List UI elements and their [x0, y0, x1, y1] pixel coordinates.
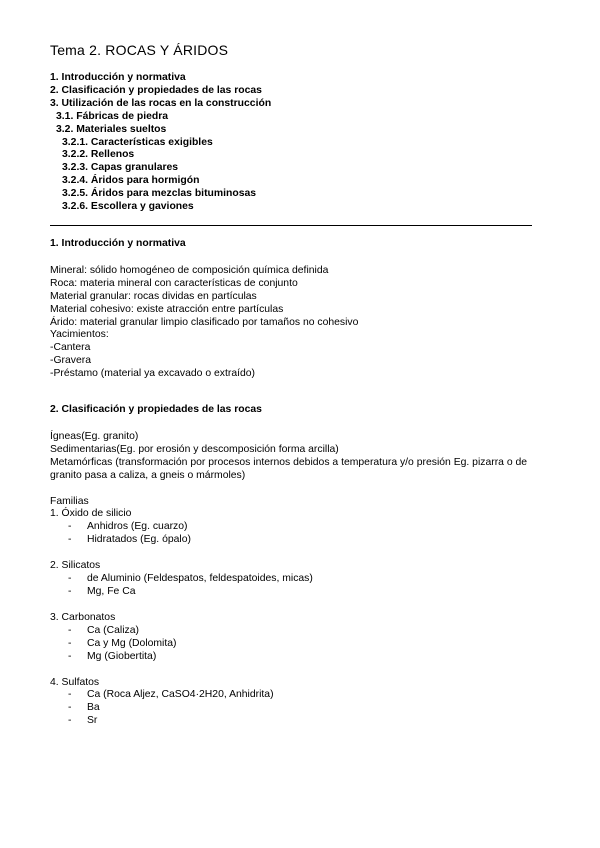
family-name: 3. Carbonatos — [50, 611, 116, 623]
definition-line: Roca: materia mineral con características de conjunto — [50, 277, 298, 289]
document-page — [50, 0, 550, 848]
definition-line: Yacimientos: — [50, 329, 109, 341]
dash-bullet: - — [68, 689, 72, 701]
toc-item: 3.2.5. Áridos para mezclas bituminosas — [62, 188, 257, 200]
family-subitem-text: de Aluminio (Feldespatos, feldespatoides, micas) — [87, 573, 313, 585]
families-label: Familias — [50, 495, 89, 507]
family-subitem-text: Anhidros (Eg. cuarzo) — [87, 521, 188, 533]
family-subitem-text: Ca y Mg (Dolomita) — [87, 637, 177, 649]
definition-line: -Cantera — [50, 342, 91, 354]
definition-line: Mineral: sólido homogéneo de composición química definida — [50, 264, 329, 276]
family-subitem — [50, 586, 550, 599]
definitions-list — [50, 265, 358, 381]
family-subitem — [50, 573, 550, 586]
family-subitem-text: Mg, Fe Ca — [87, 585, 136, 597]
family-subitem — [50, 702, 550, 715]
family-subitem-text: Hidratados (Eg. ópalo) — [87, 534, 191, 546]
dash-bullet: - — [68, 637, 72, 649]
rock-types-list — [50, 431, 550, 483]
family-subitem-text: Ca (Caliza) — [87, 624, 139, 636]
family-subitem-text: Ca (Roca Aljez, CaSO4·2H20, Anhidrita) — [87, 689, 274, 701]
family-subitem — [50, 651, 550, 664]
dash-bullet: - — [68, 715, 72, 727]
toc-item: 3.1. Fábricas de piedra — [56, 110, 169, 122]
definition-line: Material cohesivo: existe atracción entre partículas — [50, 303, 284, 315]
section-heading: 1. Introducción y normativa — [50, 238, 186, 249]
dash-bullet: - — [68, 585, 72, 597]
family-subitem-text: Mg (Giobertita) — [87, 650, 157, 662]
family-subitem — [50, 715, 550, 728]
toc-item: 3.2. Materiales sueltos — [56, 123, 167, 135]
toc-item: 3.2.2. Rellenos — [62, 149, 135, 161]
dash-bullet: - — [68, 521, 72, 533]
family-subitem — [50, 534, 550, 547]
definition-line: Material granular: rocas dividas en partículas — [50, 290, 257, 302]
families-block — [50, 496, 550, 729]
family-subitem — [50, 638, 550, 651]
toc-item: 1. Introducción y normativa — [50, 72, 186, 83]
dash-bullet: - — [68, 573, 72, 585]
toc-item: 3.2.3. Capas granulares — [62, 162, 179, 174]
section-heading: 2. Clasificación y propiedades de las rocas — [50, 404, 262, 415]
toc-item: 3. Utilización de las rocas en la construcción — [50, 97, 272, 109]
toc-item: 2. Clasificación y propiedades de las rocas — [50, 84, 262, 96]
family-name: 1. Óxido de silicio — [50, 508, 132, 520]
toc-item: 3.2.4. Áridos para hormigón — [62, 175, 200, 187]
section-clasificacion — [50, 404, 550, 728]
family-subitem-text: Ba — [87, 702, 100, 714]
rock-type-line: Ígneas(Eg. granito) — [50, 430, 139, 442]
family-subitem — [50, 689, 550, 702]
toc-item: 3.2.1. Características exigibles — [62, 136, 213, 148]
toc-item: 3.2.6. Escollera y gaviones — [62, 201, 194, 213]
rock-type-line: Sedimentarias(Eg. por erosión y descomposición forma arcilla) — [50, 443, 339, 455]
definition-line: -Préstamo (material ya excavado o extraído) — [50, 368, 256, 380]
family-name: 4. Sulfatos — [50, 676, 100, 688]
rock-type-line: Metamórficas (transformación por procesos internos debidos a temperatura y/o presión Eg. pizarra o de granito pasa a caliza, a gneis o mármoles) — [50, 456, 528, 481]
dash-bullet: - — [68, 624, 72, 636]
family-subitem — [50, 521, 550, 534]
document-title: Tema 2. ROCAS Y ÁRIDOS — [50, 42, 229, 58]
definition-line: -Gravera — [50, 355, 91, 367]
section-introduccion — [50, 238, 358, 381]
dash-bullet: - — [68, 534, 72, 546]
definition-line: Árido: material granular limpio clasificado por tamaños no cohesivo — [50, 316, 359, 328]
dash-bullet: - — [68, 702, 72, 714]
dash-bullet: - — [68, 650, 72, 662]
table-of-contents — [50, 72, 271, 214]
family-subitem-text: Sr — [87, 715, 98, 727]
divider-line — [50, 225, 532, 226]
family-name: 2. Silicatos — [50, 560, 101, 572]
family-subitem — [50, 625, 550, 638]
